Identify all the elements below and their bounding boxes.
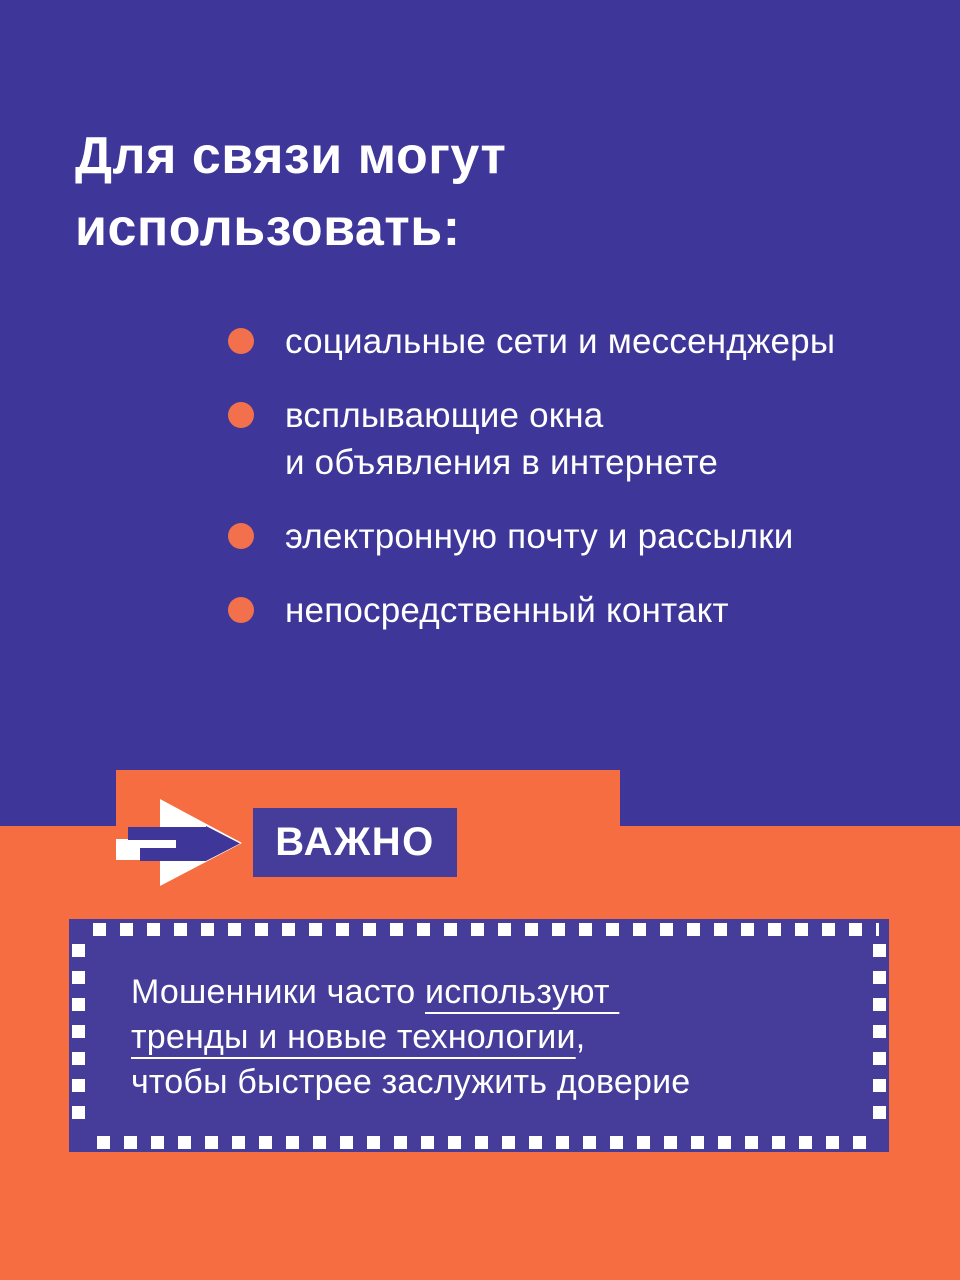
- list-item: [228, 513, 908, 560]
- important-badge-label: ВАЖНО: [275, 820, 435, 864]
- list-item: [228, 318, 908, 365]
- note-line2-trailing: ,: [575, 1018, 586, 1056]
- note-text: [131, 970, 859, 1105]
- page-title-line1: Для связи могут: [75, 127, 507, 185]
- list-item-label: непосредственный контакт: [285, 591, 729, 630]
- note-line1-underlined: используют: [425, 973, 620, 1011]
- important-badge: [253, 808, 457, 877]
- list-item-label: электронную почту и рассылки: [285, 517, 794, 556]
- page-title: [75, 120, 506, 264]
- note-line3: чтобы быстрее заслужить доверие: [131, 1063, 691, 1101]
- perforation-right: [873, 944, 886, 1128]
- note-line1-plain: Мошенники часто: [131, 973, 426, 1011]
- list-item-line: всплывающие окна: [285, 396, 604, 435]
- bullet-dot-icon: [228, 402, 254, 428]
- note-line2-underlined: тренды и новые технологии: [131, 1018, 576, 1056]
- perforation-left: [72, 944, 85, 1128]
- list-item-label: социальные сети и мессенджеры: [285, 322, 836, 361]
- bullet-dot-icon: [228, 597, 254, 623]
- arrow-right-icon: [112, 795, 242, 890]
- list-item: [228, 392, 908, 486]
- list-item-line: и объявления в интернете: [285, 443, 718, 482]
- note-box: [69, 919, 889, 1152]
- page-title-line2: использовать:: [75, 199, 461, 257]
- list-item: [228, 587, 908, 634]
- perforation-top: [93, 923, 879, 936]
- list-item-label: [285, 392, 718, 486]
- bullet-list: [228, 318, 908, 661]
- perforation-bottom: [97, 1136, 879, 1149]
- bullet-dot-icon: [228, 523, 254, 549]
- bullet-dot-icon: [228, 328, 254, 354]
